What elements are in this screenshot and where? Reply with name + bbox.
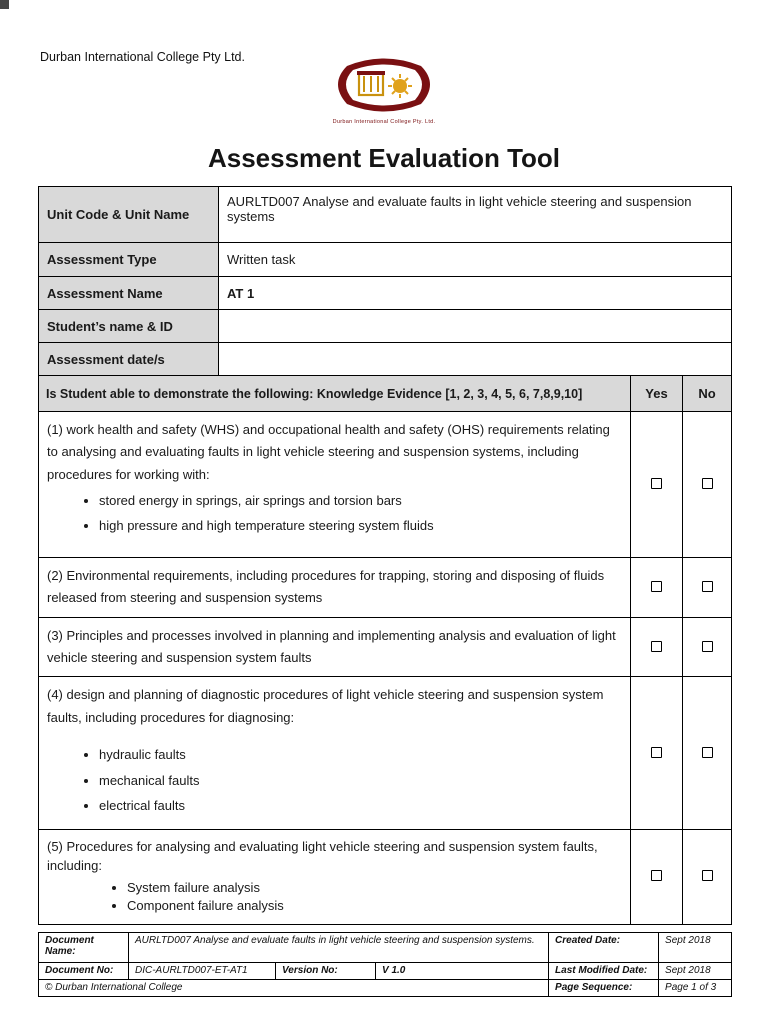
bullet-item: • stored energy in springs, air springs and torsion bars bbox=[99, 491, 620, 511]
bullet-item: • electrical faults bbox=[99, 796, 620, 816]
evidence-text-cell bbox=[39, 677, 631, 829]
evidence-row-4 bbox=[39, 677, 732, 829]
page-sequence-value: Page 1 of 3 bbox=[659, 980, 732, 997]
assessment-name-value: AT 1 bbox=[219, 277, 732, 310]
last-modified-value: Sept 2018 bbox=[659, 963, 732, 980]
yes-cell bbox=[631, 617, 683, 677]
student-name-field[interactable] bbox=[219, 310, 732, 343]
evidence-row-5 bbox=[39, 829, 732, 924]
document-footer-table bbox=[38, 932, 732, 997]
evidence-text: (2) Environmental requirements, including procedures for trapping, storing and disposing of fluids released from steering and suspension systems bbox=[47, 568, 605, 606]
assessment-date-label: Assessment date/s bbox=[39, 343, 219, 376]
evidence-header: Is Student able to demonstrate the following: Knowledge Evidence [1, 2, 3, 4, 5, 6, 7,8,9,10] bbox=[39, 376, 631, 412]
evidence-row-3 bbox=[39, 617, 732, 677]
assessment-name-row bbox=[39, 277, 732, 310]
assessment-date-field[interactable] bbox=[219, 343, 732, 376]
evidence-text-cell bbox=[39, 558, 631, 618]
created-date-value: Sept 2018 bbox=[659, 933, 732, 963]
document-no-label: Document No: bbox=[39, 963, 129, 980]
bullet-item: • high pressure and high temperature steering system fluids bbox=[99, 516, 620, 536]
copyright-text: © Durban International College bbox=[39, 980, 549, 997]
logo-crest-icon bbox=[325, 56, 443, 118]
assessment-name-label: Assessment Name bbox=[39, 277, 219, 310]
no-cell bbox=[683, 829, 732, 924]
evidence-row-2 bbox=[39, 558, 732, 618]
no-checkbox[interactable] bbox=[702, 581, 713, 592]
no-cell bbox=[683, 617, 732, 677]
no-header: No bbox=[683, 376, 732, 412]
yes-checkbox[interactable] bbox=[651, 478, 662, 489]
unit-code-row bbox=[39, 187, 732, 243]
document-name-value: AURLTD007 Analyse and evaluate faults in light vehicle steering and suspension systems. bbox=[129, 933, 549, 963]
evidence-text: (1) work health and safety (WHS) and occupational health and safety (OHS) requirements relating to analysing and evaluating faults in light vehicle steering and suspension systems, including procedures for working with: bbox=[47, 422, 610, 482]
student-name-row bbox=[39, 310, 732, 343]
evidence-text: (3) Principles and processes involved in planning and implementing analysis and evaluation of light vehicle steering and suspension system faults bbox=[47, 627, 616, 666]
bullet-list bbox=[47, 491, 620, 535]
yes-checkbox[interactable] bbox=[651, 747, 662, 758]
evidence-row-1 bbox=[39, 412, 732, 558]
bullet-item: • mechanical faults bbox=[99, 771, 620, 791]
unit-code-label: Unit Code & Unit Name bbox=[39, 187, 219, 243]
version-no-label: Version No: bbox=[276, 963, 376, 980]
evidence-text-cell bbox=[39, 829, 631, 924]
no-checkbox[interactable] bbox=[702, 870, 713, 881]
bullet-item: • hydraulic faults bbox=[99, 745, 620, 765]
footer-row-3 bbox=[39, 980, 732, 997]
bullet-item: • System failure analysis bbox=[127, 879, 620, 897]
page-sequence-label: Page Sequence: bbox=[549, 980, 659, 997]
created-date-label: Created Date: bbox=[549, 933, 659, 963]
footer-row-1 bbox=[39, 933, 732, 963]
logo-caption: Durban International College Pty. Ltd. bbox=[332, 119, 436, 125]
evidence-text-cell bbox=[39, 617, 631, 677]
yes-cell bbox=[631, 558, 683, 618]
document-name-label: Document Name: bbox=[39, 933, 129, 963]
footer-row-2 bbox=[39, 963, 732, 980]
yes-checkbox[interactable] bbox=[651, 870, 662, 881]
assessment-type-row bbox=[39, 243, 732, 277]
no-cell bbox=[683, 412, 732, 558]
yes-checkbox[interactable] bbox=[651, 641, 662, 652]
no-checkbox[interactable] bbox=[702, 478, 713, 489]
college-logo bbox=[0, 56, 768, 125]
bullet-list bbox=[47, 745, 620, 816]
evidence-text: (4) design and planning of diagnostic procedures of light vehicle steering and suspension system faults, including procedures for diagnosing: bbox=[47, 687, 604, 725]
evidence-text: (5) Procedures for analysing and evaluating light vehicle steering and suspension system faults, including: bbox=[47, 838, 598, 874]
company-name: Durban International College Pty Ltd. bbox=[40, 50, 245, 64]
version-no-value: V 1.0 bbox=[376, 963, 549, 980]
bullet-item: • Component failure analysis bbox=[127, 897, 620, 915]
last-modified-label: Last Modified Date: bbox=[549, 963, 659, 980]
document-no-value: DIC-AURLTD007-ET-AT1 bbox=[129, 963, 276, 980]
assessment-type-label: Assessment Type bbox=[39, 243, 219, 277]
corner-mark bbox=[0, 0, 9, 9]
unit-code-value: AURLTD007 Analyse and evaluate faults in light vehicle steering and suspension systems bbox=[219, 187, 732, 243]
yes-header: Yes bbox=[631, 376, 683, 412]
no-checkbox[interactable] bbox=[702, 641, 713, 652]
no-cell bbox=[683, 677, 732, 829]
yes-cell bbox=[631, 829, 683, 924]
assessment-table bbox=[38, 186, 732, 925]
assessment-type-value: Written task bbox=[219, 243, 732, 277]
bullet-list bbox=[47, 879, 620, 915]
no-cell bbox=[683, 558, 732, 618]
no-checkbox[interactable] bbox=[702, 747, 713, 758]
page-title: Assessment Evaluation Tool bbox=[207, 143, 561, 173]
student-name-label: Student’s name & ID bbox=[39, 310, 219, 343]
evidence-header-row bbox=[39, 376, 732, 412]
evidence-text-cell bbox=[39, 412, 631, 558]
assessment-date-row bbox=[39, 343, 732, 376]
yes-cell bbox=[631, 677, 683, 829]
yes-checkbox[interactable] bbox=[651, 581, 662, 592]
yes-cell bbox=[631, 412, 683, 558]
